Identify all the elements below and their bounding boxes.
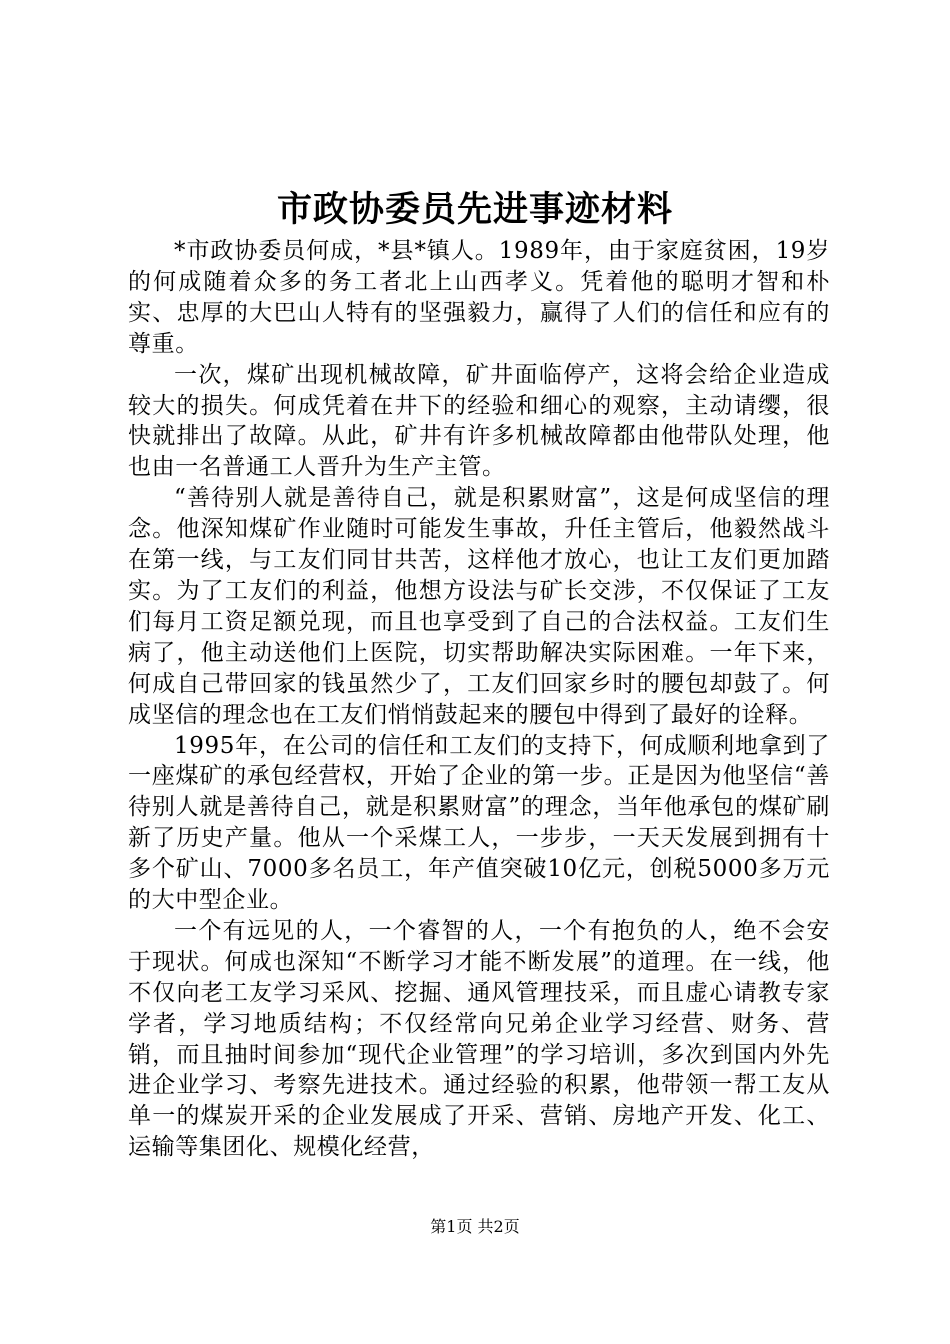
paragraph: 一次，煤矿出现机械故障，矿井面临停产，这将会给企业造成较大的损失。何成凭着在井下的经验和细心的观察，主动请缨，很快就排出了故障。从此，矿井有许多机械故障都由他带队处理，他也由一名普通工人晋升为生产主管。	[128, 361, 830, 481]
page-number-footer: 第1页 共2页	[430, 1217, 520, 1236]
paragraph: 一个有远见的人，一个睿智的人，一个有抱负的人，绝不会安于现状。何成也深知“不断学习才能不断发展”的道理。在一线，他不仅向老工友学习采风、挖掘、通风管理技采，而且虚心请教专家学者，学习地质结构；不仅经常向兄弟企业学习经营、财务、营销，而且抽时间参加“现代企业管理”的学习培训，多次到国内外先进企业学习、考察先进技术。通过经验的积累，他带领一帮工友从单一的煤炭开采的企业发展成了开采、营销、房地产开发、化工、运输等集团化、规模化经营，	[128, 917, 830, 1161]
paragraph: 1995年，在公司的信任和工友们的支持下，何成顺利地拿到了一座煤矿的承包经营权，开始了企业的第一步。正是因为他坚信“善待别人就是善待自己，就是积累财富”的理念，当年他承包的煤矿刷新了历史产量。他从一个采煤工人，一步步，一天天发展到拥有十多个矿山、7000多名员工，年产值突破10亿元，创税5000多万元的大中型企业。	[128, 732, 830, 914]
document-title: 市政协委员先进事迹材料	[276, 189, 673, 230]
document-body	[128, 236, 830, 1163]
paragraph: “善待别人就是善待自己，就是积累财富”，这是何成坚信的理念。他深知煤矿作业随时可能发生事故，升任主管后，他毅然战斗在第一线，与工友们同甘共苦，这样他才放心，也让工友们更加踏实。为了工友们的利益，他想方设法与矿长交涉，不仅保证了工友们每月工资足额兑现，而且也享受到了自己的合法权益。工友们生病了，他主动送他们上医院，切实帮助解决实际困难。一年下来，何成自己带回家的钱虽然少了，工友们回家乡时的腰包却鼓了。何成坚信的理念也在工友们悄悄鼓起来的腰包中得到了最好的诠释。	[128, 485, 830, 728]
paragraph: *市政协委员何成，*县*镇人。1989年，由于家庭贫困，19岁的何成随着众多的务工者北上山西孝义。凭着他的聪明才智和朴实、忠厚的大巴山人特有的坚强毅力，赢得了人们的信任和应有的尊重。	[128, 238, 830, 357]
